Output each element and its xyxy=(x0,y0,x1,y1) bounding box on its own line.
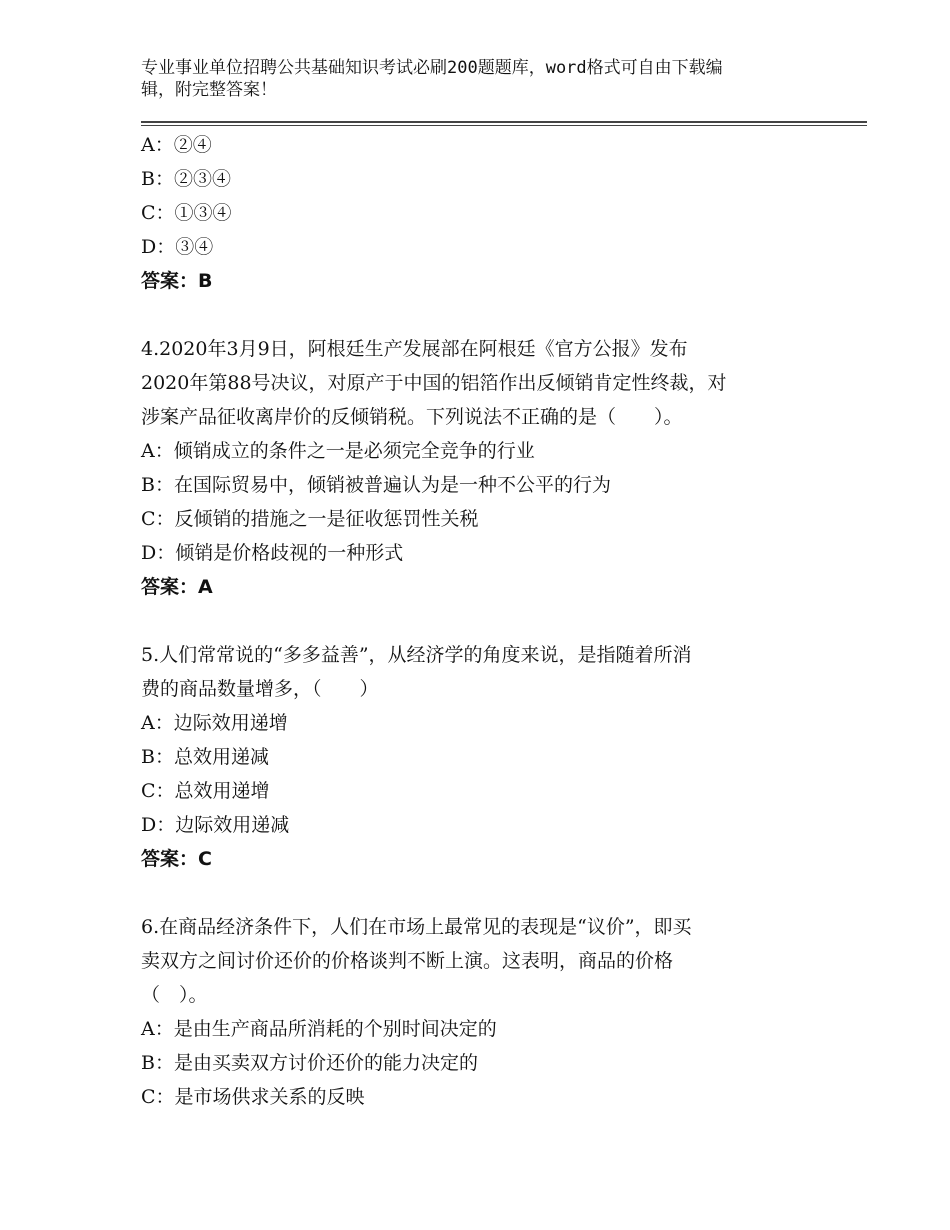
question-6 xyxy=(141,910,821,1114)
header-divider-thin xyxy=(141,125,867,126)
option-b: B：②③④ xyxy=(141,168,231,190)
question-stem-line: （ ）。 xyxy=(141,984,208,1006)
spacer xyxy=(141,604,821,638)
option-b: B：是由买卖双方讨价还价的能力决定的 xyxy=(141,1052,478,1074)
question-stem-line: 6.在商品经济条件下，人们在市场上最常见的表现是“议价”，即买 xyxy=(141,916,692,938)
question-stem-line: 卖双方之间讨价还价的价格谈判不断上演。这表明，商品的价格 xyxy=(141,950,674,972)
option-c: C：总效用递增 xyxy=(141,780,270,802)
question-stem-line: 5.人们常常说的“多多益善”，从经济学的角度来说，是指随着所消 xyxy=(141,644,692,666)
question-stem-line: 涉案产品征收离岸价的反倾销税。下列说法不正确的是（ ）。 xyxy=(141,406,683,428)
question-4 xyxy=(141,332,821,604)
question-5 xyxy=(141,638,821,876)
page-header xyxy=(141,57,791,101)
question-stem-line: 费的商品数量增多，（ ） xyxy=(141,678,379,700)
header-line-1: 专业事业单位招聘公共基础知识考试必刷200题题库，word格式可自由下载编 xyxy=(141,58,723,78)
option-a: A：是由生产商品所消耗的个别时间决定的 xyxy=(141,1018,497,1040)
option-a: A：边际效用递增 xyxy=(141,712,288,734)
answer: 答案：A xyxy=(141,576,213,598)
option-b: B：总效用递减 xyxy=(141,746,269,768)
option-d: D：边际效用递减 xyxy=(141,814,290,836)
answer: 答案：B xyxy=(141,270,213,292)
header-line-2: 辑，附完整答案！ xyxy=(141,80,277,100)
option-d: D：倾销是价格歧视的一种形式 xyxy=(141,542,404,564)
option-d: D：③④ xyxy=(141,236,214,258)
option-a: A：②④ xyxy=(141,134,212,156)
option-b: B：在国际贸易中，倾销被普遍认为是一种不公平的行为 xyxy=(141,474,611,496)
option-a: A：倾销成立的条件之一是必须完全竞争的行业 xyxy=(141,440,535,462)
answer: 答案：C xyxy=(141,848,212,870)
question-3-tail xyxy=(141,128,821,298)
question-stem-line: 2020年第88号决议，对原产于中国的铝箔作出反倾销肯定性终裁，对 xyxy=(141,372,727,394)
option-c: C：是市场供求关系的反映 xyxy=(141,1086,365,1108)
header-divider-thick xyxy=(141,121,867,123)
question-list xyxy=(141,128,821,1114)
option-c: C：反倾销的措施之一是征收惩罚性关税 xyxy=(141,508,479,530)
option-c: C：①③④ xyxy=(141,202,232,224)
question-stem-line: 4.2020年3月9日，阿根廷生产发展部在阿根廷《官方公报》发布 xyxy=(141,338,688,360)
spacer xyxy=(141,298,821,332)
spacer xyxy=(141,876,821,910)
